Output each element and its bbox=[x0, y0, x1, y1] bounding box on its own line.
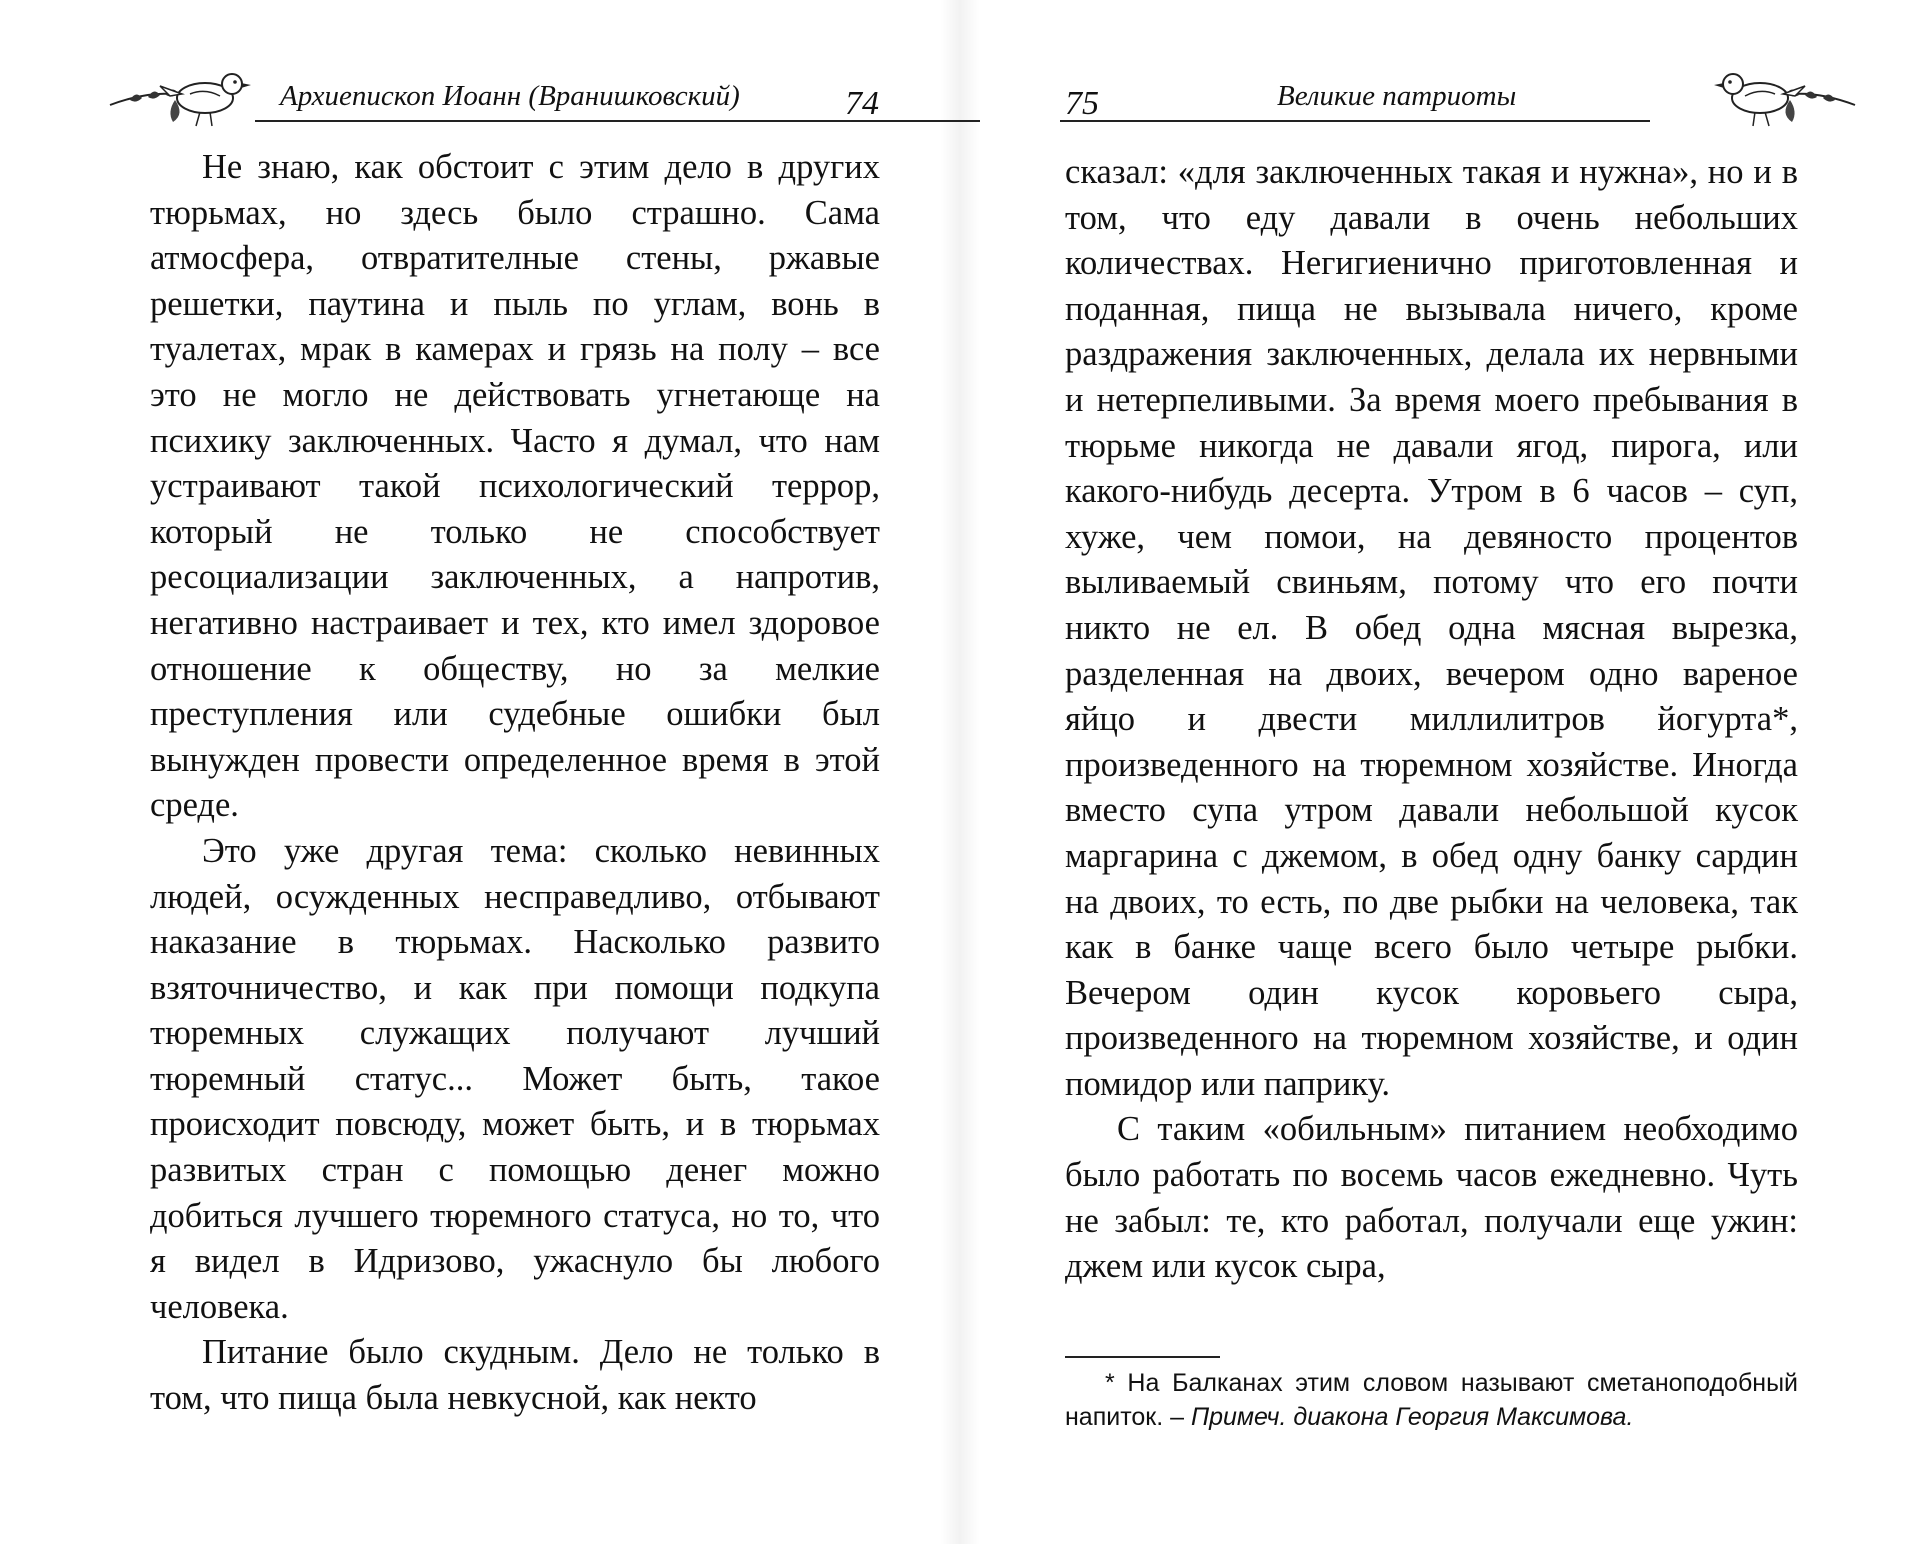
header-rule bbox=[1060, 120, 1650, 122]
running-title: Архиепископ Иоанн (Вранишковский) bbox=[280, 80, 740, 112]
paragraph: сказал: «для заключенных такая и нужна», но и в том, что еду давали в очень небольших количествах. Негигиенично приготовленная и поданная, пища не вызывала ничего, кроме раздражения заключенных, делала их нервными и нетерпеливыми. За время моего пребывания в тюрьме никогда не давали ягод, пирога, или какого-нибудь десерта. Утром в 6 часов – суп, хуже, чем помои, на девяносто процентов выливаемый свиньям, потому что его почти никто не ел. В обед одна мясная вырезка, разделенная на двоих, вечером одно вареное яйцо и двести миллилитров йогурта*, произведенного на тюремном хозяйстве. Иногда вместо супа утром давали небольшой кусок маргарина с джемом, в обед одну банку сардин на двоих, то есть, по две рыбки на человека, так как в банке чаще всего было четыре рыбки. Вечером один кусок коровьего сыра, произведенного на тюремном хозяйстве, и один помидор или паприку. bbox=[1065, 153, 1798, 1103]
bird-with-branch-icon bbox=[90, 50, 265, 142]
page-number: 75 bbox=[1065, 85, 1099, 122]
right-page-text bbox=[1065, 150, 1798, 1290]
paragraph: Это уже другая тема: сколько невинных людей, осужденных несправедливо, отбывают наказание в тюрьмах. Насколько развито взяточничество, и как при помощи подкупа тюремных служащих получают лучший тюремный статус... Может быть, такое происходит повсюду, может быть, и в тюрьмах развитых стран с помощью денег можно добиться лучшего тюремного статуса, но то, что я видел в Идризово, ужаснуло бы любого человека. bbox=[150, 831, 880, 1326]
paragraph: С таким «обильным» питанием необходимо было работать по восемь часов ежедневно. Чуть не забыл: те, кто работал, получали еще ужин: джем или кусок сыра, bbox=[1065, 1110, 1798, 1286]
left-page-header bbox=[100, 60, 880, 130]
running-title: Великие патриоты bbox=[1277, 80, 1517, 112]
footnote bbox=[1065, 1366, 1798, 1434]
right-page bbox=[960, 0, 1913, 1544]
header-rule bbox=[255, 120, 980, 122]
page-number: 74 bbox=[845, 85, 879, 122]
footnote-rule bbox=[1065, 1356, 1220, 1358]
right-page-header bbox=[1060, 60, 1840, 130]
bird-with-branch-icon bbox=[1700, 50, 1875, 142]
paragraph: Питание было скудным. Дело не только в том, что пища была невкусной, как некто bbox=[150, 1333, 880, 1418]
footnote-credit: Примеч. диакона Георгия Максимова. bbox=[1190, 1403, 1634, 1431]
paragraph: Не знаю, как обстоит с этим дело в других тюрьмах, но здесь было страшно. Сама атмосфера, отвратителные стены, ржавые решетки, паутина и пыль по углам, вонь в туалетах, мрак в камерах и грязь на полу – все это не могло не действовать угнетающе на психику заключенных. Часто я думал, что нам устраивают такой психологический террор, который не только не способствует ресоциализации заключенных, а напротив, негативно настраивает и тех, кто имел здоровое отношение к обществу, но за мелкие преступления или судебные ошибки был вынужден провести определенное время в этой среде. bbox=[150, 148, 880, 825]
footnote-text: * На Балканах этим словом называют сметаноподобный напиток. – bbox=[1065, 1369, 1798, 1431]
left-page-text bbox=[150, 145, 880, 1422]
